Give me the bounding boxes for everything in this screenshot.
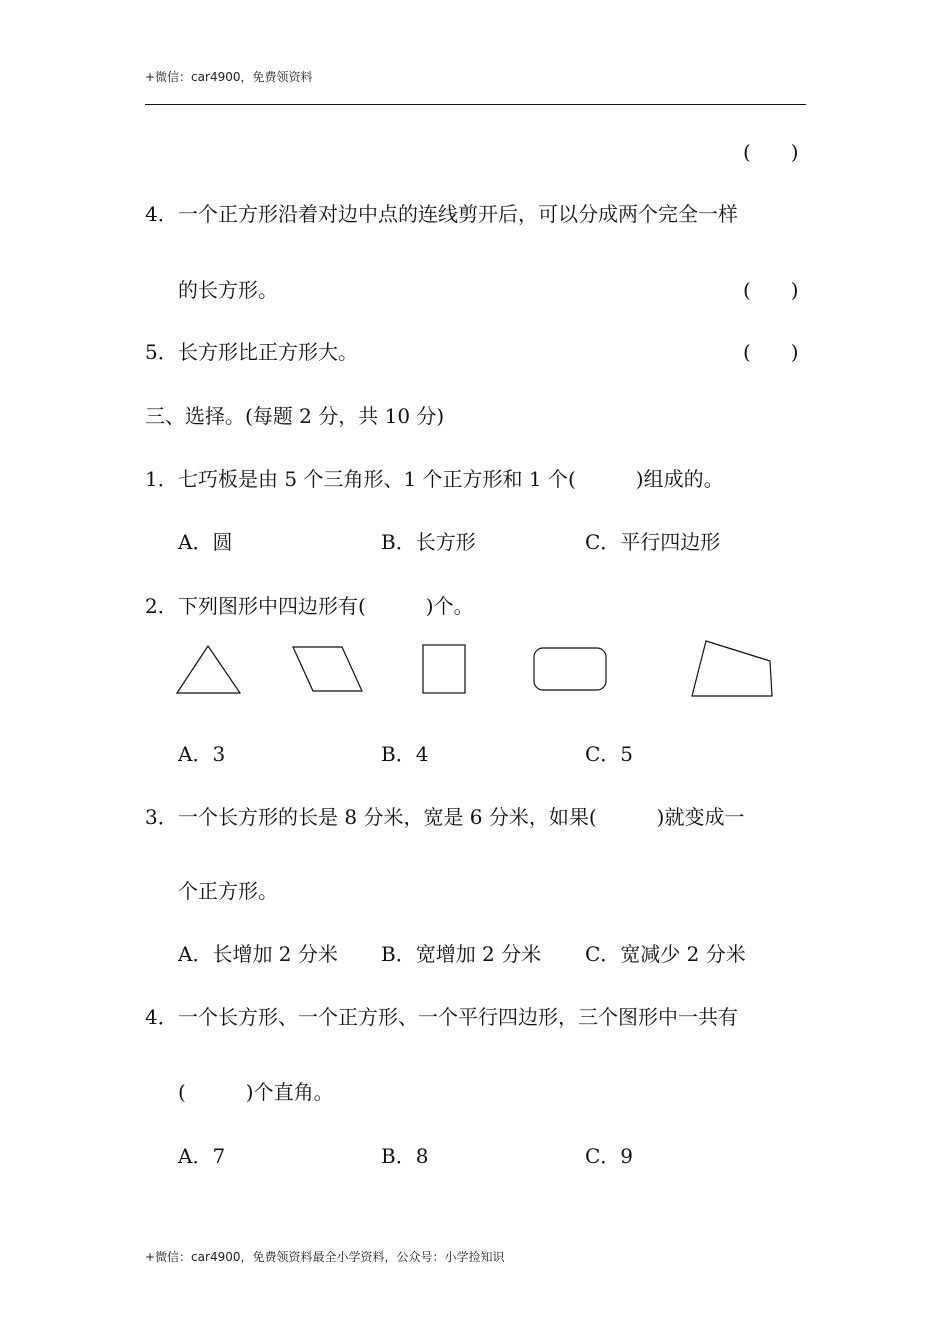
option-c: C．宽减少 2 分米 [585,942,746,966]
question-number: 1． [145,467,178,491]
option-c: C．5 [585,742,634,766]
answer-paren-p2-q5: ( ) [743,340,799,364]
question-text-line1: 一个正方形沿着对边中点的连线剪开后，可以分成两个完全一样 [178,202,738,226]
option-b: B．宽增加 2 分米 [381,942,542,966]
rectangle-shape [423,645,465,693]
shapes-figure [170,636,790,706]
option-c: C．平行四边形 [585,530,721,554]
question-number: 4． [145,202,178,226]
question-text-line2: 的长方形。 [178,278,278,302]
question-text: 七巧板是由 5 个三角形、1 个正方形和 1 个( )组成的。 [178,467,724,491]
question-text: 下列图形中四边形有( )个。 [178,594,474,618]
question-text: 长方形比正方形大。 [178,340,358,364]
question-number: 3． [145,805,178,829]
question-text-line1: 一个长方形的长是 8 分米，宽是 6 分米，如果( )就变成一 [178,805,745,829]
question-number: 4． [145,1005,178,1029]
parallelogram-shape [293,647,362,691]
option-c: C．9 [585,1144,634,1168]
option-a: A．长增加 2 分米 [178,942,338,966]
option-a: A．圆 [178,530,233,554]
rounded-rectangle-shape [534,648,606,690]
quadrilateral-shape [692,641,772,696]
question-text-line2: ( )个直角。 [178,1080,334,1104]
option-b: B．长方形 [381,530,476,554]
header-text: +微信：car4900，免费领资料 [145,70,313,84]
question-number: 5． [145,340,178,364]
footer-text: +微信：car4900，免费领资料最全小学资料，公众号：小学捡知识 [145,1250,505,1264]
answer-paren-p2-q4: ( ) [743,278,799,302]
question-number: 2． [145,594,178,618]
question-text-line2: 个正方形。 [178,879,278,903]
question-text-line1: 一个长方形、一个正方形、一个平行四边形，三个图形中一共有 [178,1005,738,1029]
option-a: A．7 [178,1144,226,1168]
triangle-shape [177,646,240,693]
section-title: 三、选择。(每题 2 分，共 10 分) [145,404,445,428]
answer-paren-p2-q3: ( ) [743,140,799,164]
option-a: A．3 [178,742,226,766]
option-b: B．8 [381,1144,429,1168]
option-b: B．4 [381,742,429,766]
header-divider [145,104,806,105]
